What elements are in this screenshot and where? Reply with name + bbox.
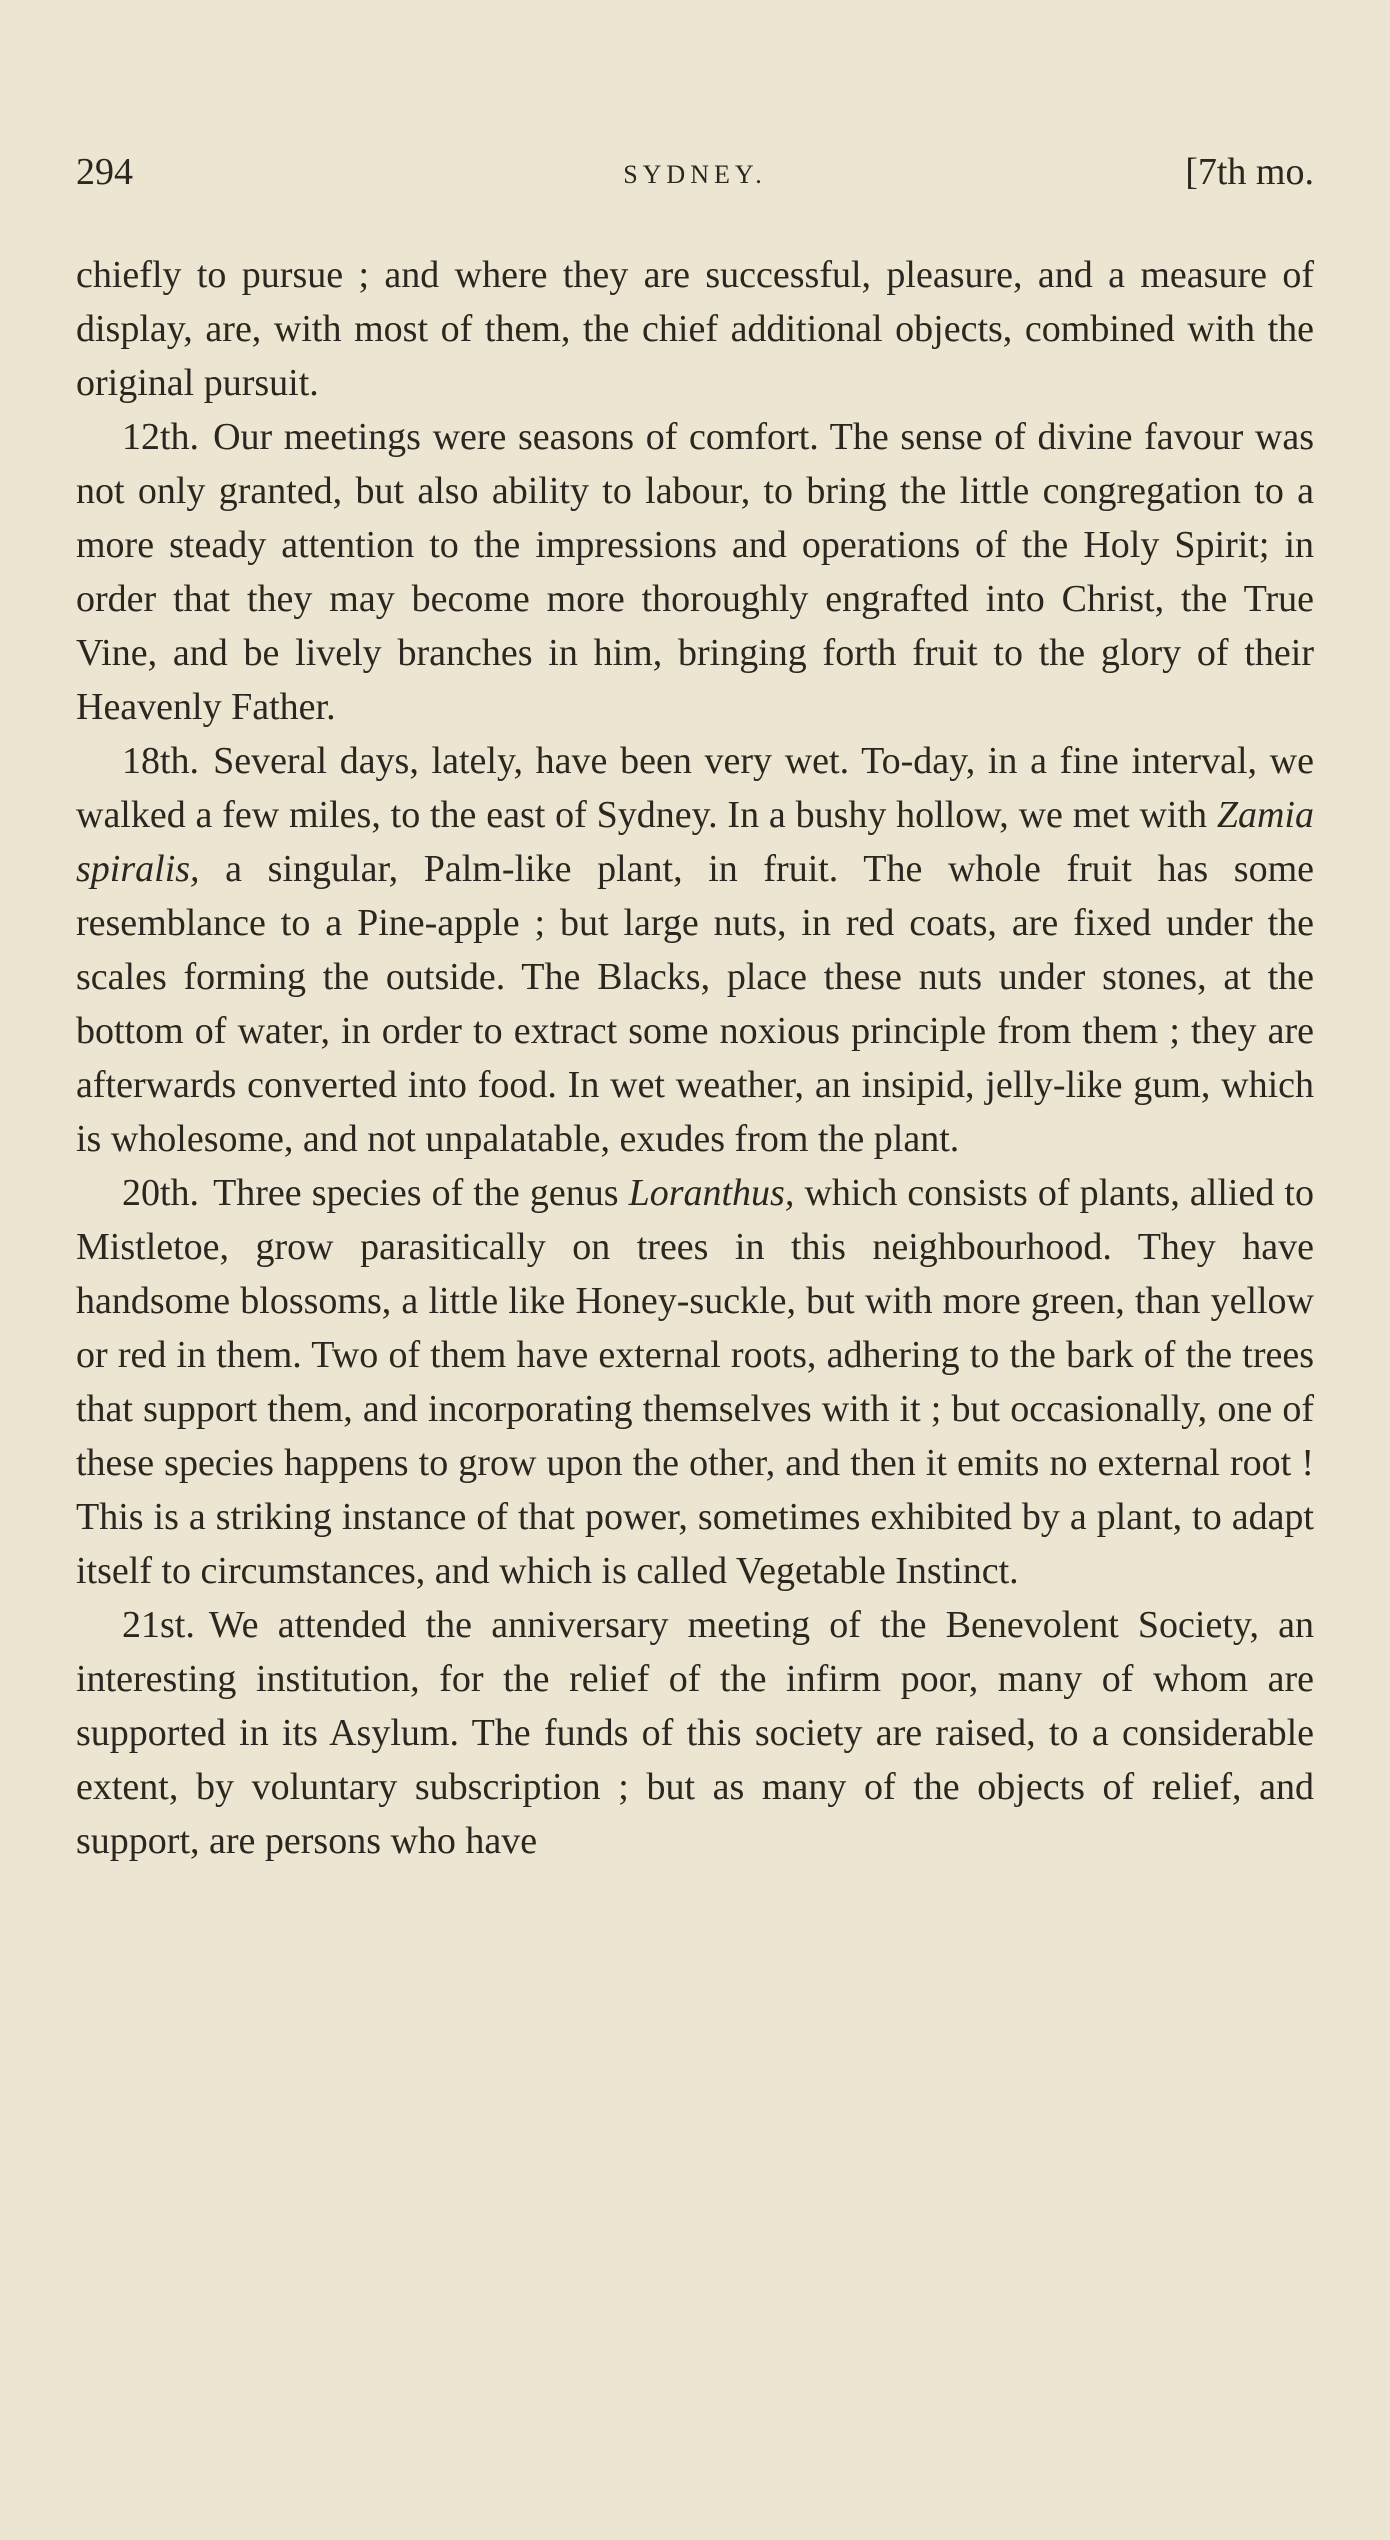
italic-term: Zamia spiralis, — [76, 794, 1314, 890]
journal-entry — [76, 1166, 1314, 1598]
entry-text: which consists of plants, allied to Mistletoe, grow parasitically on trees in this neighbourhood. They have handsome blossoms, a little like Honey-suckle, but with more green, than yellow or red in them. Two of them have external roots, adhering to the bark of the trees that support them, and incorporating themselves with it ; but occasionally, one of these species happens to grow upon the other, and then it emits no external root ! This is a striking instance of that power, sometimes exhibited by a plant, to adapt itself to circumstances, and which is called Vegetable Instinct. — [76, 1172, 1314, 1592]
entry-date: 12th. — [122, 416, 200, 458]
entry-text: Three species of the genus — [213, 1172, 629, 1214]
body-text — [76, 248, 1314, 1868]
entry-text: Our meetings were seasons of comfort. The sense of divine favour was not only granted, but also ability to labour, to bring the little congregation to a more steady attention to the impressions and operations of the Holy Spirit; in order that they may become more thoroughly engrafted into Christ, the True Vine, and be lively branches in him, bringing forth fruit to the glory of their Heavenly Father. — [76, 416, 1314, 728]
journal-entry — [76, 1598, 1314, 1868]
entry-date: 21st. — [122, 1604, 195, 1646]
entry-text: Several days, lately, have been very wet. To-day, in a fine interval, we walked a few miles, to the east of Sydney. In a bushy hollow, we met with — [76, 740, 1314, 836]
journal-entry — [76, 410, 1314, 734]
italic-term: Loranthus, — [628, 1172, 795, 1214]
running-section: [7th mo. — [1185, 151, 1314, 193]
entry-date: 20th. — [122, 1172, 200, 1214]
entry-text: We attended the anniversary meeting of the Benevolent Society, an interesting institution, for the relief of the infirm poor, many of whom are supported in its Asylum. The funds of this society are raised, to a considerable extent, by voluntary subscription ; but as many of the objects of relief, and support, are persons who have — [76, 1604, 1314, 1862]
page-number: 294 — [76, 151, 133, 193]
entry-text: chiefly to pursue ; and where they are successful, pleasure, and a measure of display, are, with most of them, the chief additional objects, combined with the original pursuit. — [76, 254, 1314, 404]
running-head — [76, 150, 1314, 210]
journal-entry — [76, 248, 1314, 410]
journal-entry — [76, 734, 1314, 1166]
entry-date: 18th. — [122, 740, 200, 782]
running-title: SYDNEY. — [623, 160, 767, 189]
entry-text: a singular, Palm-like plant, in fruit. The whole fruit has some resemblance to a Pine-apple ; but large nuts, in red coats, are fixed under the scales forming the outside. The Blacks, place these nuts under stones, at the bottom of water, in order to extract some noxious principle from them ; they are afterwards converted into food. In wet weather, an insipid, jelly-like gum, which is wholesome, and not unpalatable, exudes from the plant. — [76, 848, 1314, 1160]
